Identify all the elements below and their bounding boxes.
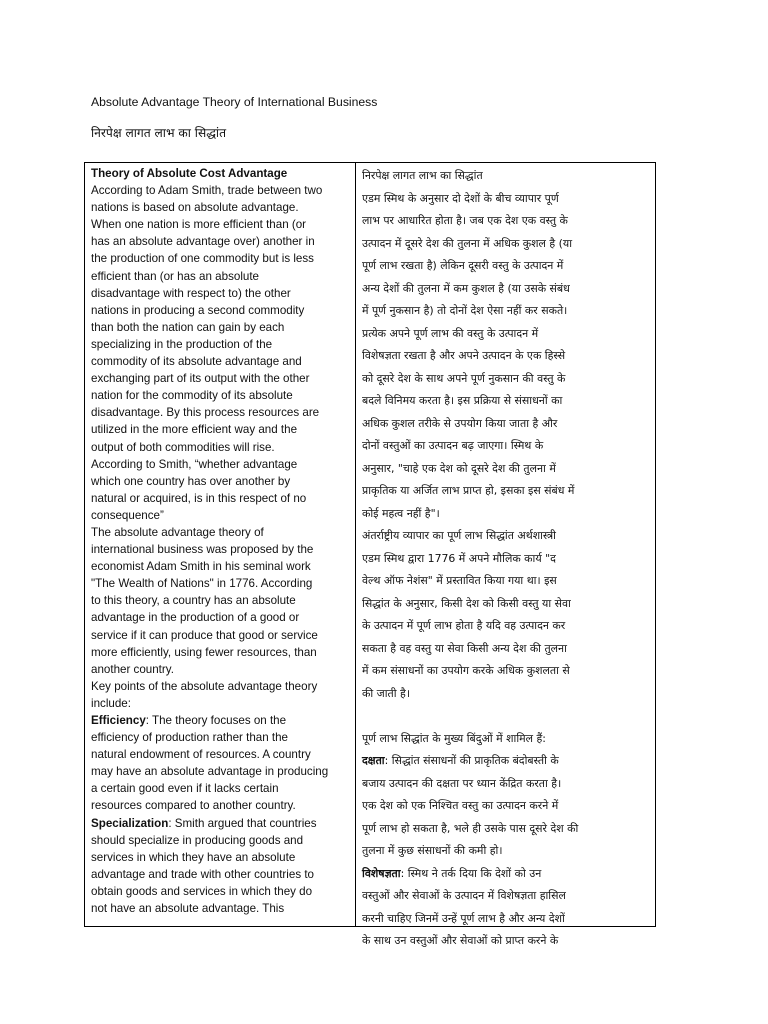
- hindi-paragraph-1: [362, 188, 652, 526]
- english-text-line: service if it can produce that good or service: [91, 628, 318, 642]
- specialization-label: Specialization: [91, 816, 169, 830]
- efficiency-text-line: efficiency of production rather than the: [91, 731, 289, 745]
- english-efficiency-point: [91, 712, 353, 815]
- hindi-text-line: पूर्ण लाभ रखता है) लेकिन दूसरी वस्तु के उत्पादन में: [362, 259, 564, 272]
- specialization-text-line: not have an absolute advantage. This: [91, 902, 285, 916]
- hindi-text-line: को दूसरे देश के साथ अपने पूर्ण नुकसान की वस्तु के: [362, 371, 566, 385]
- english-intro: [91, 182, 353, 712]
- hindi-text-line: विशेषज्ञता रखता है और अपने उत्पादन के एक हिस्से: [362, 349, 566, 362]
- hindi-text-line: दोनों वस्तुओं का उत्पादन बढ़ जाएगा। स्मिथ के: [362, 439, 544, 452]
- efficiency-text-line: a certain good even if it lacks certain: [91, 782, 279, 796]
- english-text-line: disadvantage with respect to) the other: [91, 286, 291, 300]
- english-text-line: the production of one commodity but is less: [91, 252, 314, 266]
- hindi-text-line: अधिक कुशल तरीके से उपयोग किया जाता है और: [362, 416, 558, 430]
- english-text-line: "The Wealth of Nations" in 1776. According: [91, 577, 313, 591]
- english-text-line: international business was proposed by the: [91, 543, 314, 557]
- hindi-specialization-text-line: वस्तुओं और सेवाओं के उत्पादन में विशेषज्ञता हासिल: [362, 889, 566, 902]
- english-text-line: nation for the commodity of its absolute: [91, 389, 293, 403]
- hindi-heading: निरपेक्ष लागत लाभ का सिद्धांत: [362, 169, 483, 182]
- english-text-line: another country.: [91, 662, 174, 676]
- efficiency-text-line: natural endowment of resources. A country: [91, 748, 311, 762]
- english-text-line: to this theory, a country has an absolute: [91, 594, 296, 608]
- hindi-text-line: एडम स्मिथ के अनुसार दो देशों के बीच व्यापार पूर्ण: [362, 191, 559, 205]
- hindi-efficiency-point: [362, 750, 652, 863]
- hindi-text-line: अनुसार, "चाहे एक देश को दूसरे देश की तुलना में: [362, 461, 556, 475]
- english-text-line: nations in producing a second commodity: [91, 303, 305, 317]
- english-text-line: commodity of its absolute advantage and: [91, 355, 302, 369]
- document-title: Absolute Advantage Theory of International Business: [91, 95, 378, 109]
- hindi-text-line: प्रत्येक अपने पूर्ण लाभ की वस्तु के उत्पादन में: [362, 326, 539, 340]
- english-text-line: consequence”: [91, 508, 164, 522]
- specialization-text-line: advantage and trade with other countries to: [91, 867, 315, 881]
- hindi-specialization-label: विशेषज्ञता: [362, 866, 401, 880]
- english-text-line: more efficiently, using fewer resources, than: [91, 645, 317, 659]
- english-text-line: exchanging part of its output with the other: [91, 372, 310, 386]
- english-text-line: Key points of the absolute advantage theory: [91, 679, 318, 693]
- hindi-text-line: अन्य देशों की तुलना में कम कुशल है (या उसके संबंध: [362, 281, 570, 295]
- english-text-line: has an absolute advantage over) another in: [91, 235, 315, 249]
- hindi-text-line: वेल्थ ऑफ नेशंस" में प्रस्तावित किया गया था। इस: [362, 574, 557, 587]
- english-text-line: When one nation is more efficient than (or: [91, 218, 307, 232]
- hindi-column: [362, 165, 652, 947]
- english-text-line: disadvantage. By this process resources are: [91, 406, 320, 420]
- specialization-text-line: should specialize in producing goods and: [91, 833, 304, 847]
- english-text-line: natural or acquired, is in this respect of no: [91, 491, 307, 505]
- hindi-text-line: पूर्ण लाभ सिद्धांत के मुख्य बिंदुओं में शामिल हैं:: [362, 731, 546, 745]
- specialization-text-line: obtain goods and services in which they do: [91, 884, 313, 898]
- english-text-line: economist Adam Smith in his seminal work: [91, 560, 311, 574]
- hindi-paragraph-2: [362, 525, 652, 705]
- hindi-text-line: में कम संसाधनों का उपयोग करके अधिक कुशलता से: [362, 664, 570, 677]
- hindi-paragraph-3: [362, 728, 652, 751]
- english-text-line: The absolute advantage theory of: [91, 525, 264, 539]
- efficiency-text-first: : The theory focuses on the: [145, 714, 287, 727]
- hindi-efficiency-text-line: एक देश को एक निश्चित वस्तु का उत्पादन करने में: [362, 799, 559, 812]
- hindi-text-line: के उत्पादन में पूर्ण लाभ होता है यदि वह उत्पादन कर: [362, 619, 566, 632]
- english-text-line: which one country has over another by: [91, 474, 291, 488]
- hindi-text-line: की जाती है।: [362, 686, 410, 700]
- english-text-line: advantage in the production of a good or: [91, 611, 300, 625]
- english-text-line: efficient than (or has an absolute: [91, 269, 260, 283]
- hindi-specialization-text-line: के साथ उन वस्तुओं और सेवाओं को प्राप्त करने के: [362, 934, 559, 947]
- hindi-text-line: लाभ पर आधारित होता है। जब एक देश एक वस्तु के: [362, 214, 568, 227]
- hindi-efficiency-text-line: तुलना में कुछ संसाधनों की कमी हो।: [362, 844, 503, 857]
- hindi-specialization-text-line: करनी चाहिए जिनमें उन्हें पूर्ण लाभ है और अन्य देशों: [362, 911, 565, 925]
- bilingual-table: [84, 162, 656, 947]
- english-text-line: output of both commodities will rise.: [91, 440, 275, 454]
- hindi-text-line: प्राकृतिक या अर्जित लाभ प्राप्त हो, इसका इस संबंध में: [362, 484, 575, 497]
- efficiency-text-line: may have an absolute advantage in producing: [91, 765, 329, 779]
- hindi-efficiency-text-line: पूर्ण लाभ हो सकता है, भले ही उसके पास दूसरे देश की: [362, 821, 579, 835]
- english-column: [91, 165, 353, 925]
- english-text-line: According to Smith, “whether advantage: [91, 457, 298, 471]
- hindi-text-line: अंतर्राष्ट्रीय व्यापार का पूर्ण लाभ सिद्धांत अर्थशास्त्री: [362, 529, 556, 542]
- document-subtitle-hindi: निरपेक्ष लागत लाभ का सिद्धांत: [91, 126, 227, 140]
- hindi-text-line: सकता है वह वस्तु या सेवा किसी अन्य देश की तुलना: [362, 641, 567, 655]
- english-specialization-point: [91, 815, 353, 918]
- english-text-line: than both the nation can gain by each: [91, 320, 285, 334]
- hindi-text-line: में पूर्ण नुकसान है) तो दोनों देश ऐसा नहीं कर सकते।: [362, 304, 568, 317]
- english-text-line: According to Adam Smith, trade between two: [91, 184, 323, 198]
- paragraph-gap: [362, 705, 652, 728]
- english-heading: Theory of Absolute Cost Advantage: [91, 167, 288, 180]
- column-divider: [355, 163, 356, 926]
- hindi-text-line: बदले विनिमय करता है। इस प्रक्रिया से संसाधनों का: [362, 394, 563, 407]
- specialization-text-line: services in which they have an absolute: [91, 850, 296, 864]
- english-text-line: specializing in the production of the: [91, 337, 273, 351]
- hindi-efficiency-text-line: बजाय उत्पादन की दक्षता पर ध्यान केंद्रित करता है।: [362, 776, 562, 790]
- hindi-text-line: सिद्धांत के अनुसार, किसी देश को किसी वस्तु या सेवा: [362, 596, 571, 610]
- efficiency-label: Efficiency: [91, 714, 146, 727]
- hindi-efficiency-text-first: : सिद्धांत संसाधनों की प्राकृतिक बंदोबस्ती के: [384, 754, 559, 767]
- hindi-text-line: उत्पादन में दूसरे देश की तुलना में अधिक कुशल है (या: [362, 236, 573, 250]
- specialization-text-first: : Smith argued that countries: [168, 816, 317, 830]
- english-text-line: include:: [91, 696, 131, 710]
- hindi-text-line: एडम स्मिथ द्वारा 1776 में अपने मौलिक कार्य "द: [362, 551, 556, 565]
- english-text-line: nations is based on absolute advantage.: [91, 201, 299, 215]
- hindi-efficiency-label: दक्षता: [362, 754, 385, 767]
- efficiency-text-line: resources compared to another country.: [91, 799, 296, 813]
- hindi-text-line: कोई महत्व नहीं है"।: [362, 506, 440, 520]
- hindi-specialization-point: [362, 863, 652, 953]
- english-text-line: utilized in the more efficient way and the: [91, 423, 298, 437]
- hindi-specialization-text-first: : स्मिथ ने तर्क दिया कि देशों को उन: [400, 866, 542, 880]
